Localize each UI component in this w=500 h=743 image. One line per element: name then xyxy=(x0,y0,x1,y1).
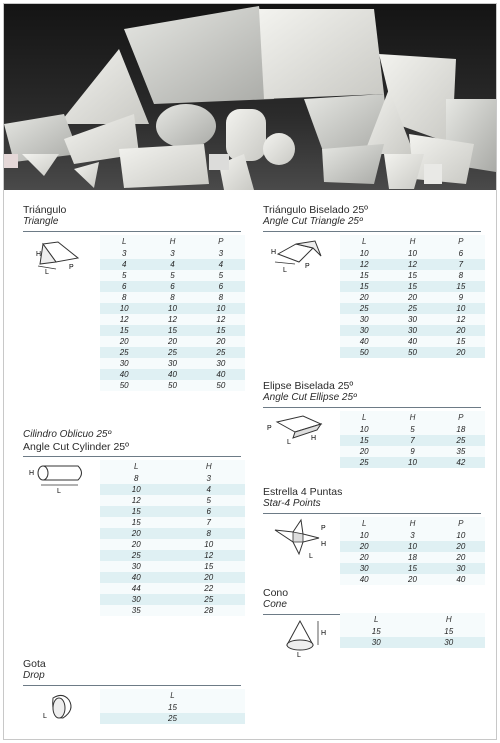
table-row xyxy=(100,281,245,292)
table-cell: 12 xyxy=(100,495,173,506)
table-cell: 3 xyxy=(197,248,245,259)
table-row xyxy=(340,446,485,457)
table-cell: 40 xyxy=(100,369,148,380)
table-row xyxy=(100,561,245,572)
section-divider xyxy=(23,685,241,686)
table-row xyxy=(100,473,245,484)
cone-section xyxy=(263,587,481,657)
table-header-row xyxy=(100,235,245,248)
table-row xyxy=(340,248,485,259)
section-divider xyxy=(23,231,241,232)
column-header: H xyxy=(388,411,436,424)
table-cell: 25 xyxy=(100,550,173,561)
table-row xyxy=(100,550,245,561)
table-cell: 6 xyxy=(437,248,485,259)
triangle-figure-icon xyxy=(23,234,93,279)
table-row xyxy=(100,583,245,594)
table-cell: 20 xyxy=(388,574,436,585)
triangle-size-table xyxy=(100,235,245,391)
table-row xyxy=(340,563,485,574)
section-title: Gota xyxy=(23,658,46,670)
table-cell: 35 xyxy=(100,605,173,616)
svg-text:L: L xyxy=(43,713,47,720)
table-cell: 30 xyxy=(437,563,485,574)
angle-cut-triangle-section xyxy=(263,204,481,357)
table-cell: 10 xyxy=(340,530,388,541)
table-cell: 30 xyxy=(340,314,388,325)
table-cell: 10 xyxy=(173,539,246,550)
section-title: Elipse Biselada 25º xyxy=(263,380,354,392)
table-cell: 10 xyxy=(388,457,436,468)
table-row xyxy=(100,314,245,325)
table-row xyxy=(340,541,485,552)
table-cell: 10 xyxy=(437,530,485,541)
table-row xyxy=(100,713,245,724)
table-cell: 6 xyxy=(173,506,246,517)
column-header: L xyxy=(100,235,148,248)
table-cell: 30 xyxy=(148,358,196,369)
table-cell: 8 xyxy=(197,292,245,303)
table-cell: 10 xyxy=(437,303,485,314)
column-header: L xyxy=(100,689,245,702)
table-cell: 15 xyxy=(173,561,246,572)
table-cell: 50 xyxy=(148,380,196,391)
table-cell: 15 xyxy=(100,702,245,713)
angle-cut-triangle-size-table xyxy=(340,235,485,358)
table-row xyxy=(100,517,245,528)
column-header: H xyxy=(388,517,436,530)
table-cell: 40 xyxy=(197,369,245,380)
column-header: H xyxy=(388,235,436,248)
ceramic-media-photo xyxy=(4,4,496,190)
table-cell: 15 xyxy=(388,281,436,292)
table-cell: 30 xyxy=(340,637,413,648)
svg-text:L: L xyxy=(287,439,291,446)
table-cell: 20 xyxy=(437,552,485,563)
table-cell: 12 xyxy=(388,259,436,270)
table-cell: 8 xyxy=(173,528,246,539)
table-cell: 12 xyxy=(197,314,245,325)
table-cell: 20 xyxy=(148,336,196,347)
table-cell: 4 xyxy=(148,259,196,270)
table-cell: 20 xyxy=(437,541,485,552)
table-cell: 15 xyxy=(340,270,388,281)
table-row xyxy=(340,457,485,468)
cone-size-table xyxy=(340,613,485,648)
table-row xyxy=(100,506,245,517)
table-cell: 3 xyxy=(388,530,436,541)
section-title: Cilindro Oblicuo 25º xyxy=(23,429,112,440)
table-row xyxy=(340,259,485,270)
table-cell: 30 xyxy=(340,563,388,574)
cone-figure-icon xyxy=(263,617,333,662)
column-header: L xyxy=(340,613,413,626)
table-cell: 35 xyxy=(437,446,485,457)
table-cell: 40 xyxy=(340,574,388,585)
section-divider xyxy=(263,231,481,232)
table-cell: 6 xyxy=(148,281,196,292)
table-cell: 30 xyxy=(413,637,486,648)
table-cell: 10 xyxy=(388,541,436,552)
table-cell: 9 xyxy=(437,292,485,303)
table-cell: 8 xyxy=(148,292,196,303)
table-row xyxy=(100,484,245,495)
table-cell: 12 xyxy=(437,314,485,325)
section-subtitle: Angle Cut Cylinder 25º xyxy=(23,441,129,453)
table-cell: 7 xyxy=(388,435,436,446)
column-header: L xyxy=(340,411,388,424)
table-cell: 8 xyxy=(437,270,485,281)
table-cell: 15 xyxy=(197,325,245,336)
table-row xyxy=(100,336,245,347)
table-row xyxy=(100,594,245,605)
svg-text:P: P xyxy=(69,264,74,271)
table-header-row xyxy=(340,517,485,530)
section-title: Cono xyxy=(263,587,289,599)
table-cell: 20 xyxy=(340,552,388,563)
column-header: P xyxy=(437,411,485,424)
table-cell: 4 xyxy=(100,259,148,270)
table-header-row xyxy=(100,689,245,702)
section-title: Triángulo Biselado 25º xyxy=(263,204,369,216)
table-cell: 18 xyxy=(437,424,485,435)
section-subtitle: Triangle xyxy=(23,216,59,227)
table-row xyxy=(340,347,485,358)
svg-text:L: L xyxy=(309,553,313,560)
svg-text:P: P xyxy=(305,263,310,270)
table-cell: 15 xyxy=(340,435,388,446)
table-row xyxy=(340,292,485,303)
section-title: Triángulo xyxy=(23,204,67,216)
section-subtitle: Star-4 Points xyxy=(263,498,321,509)
table-row xyxy=(340,303,485,314)
section-subtitle: Cone xyxy=(263,599,287,610)
column-header: L xyxy=(340,235,388,248)
table-cell: 6 xyxy=(100,281,148,292)
angle-cut-triangle-figure-icon xyxy=(263,234,333,279)
table-cell: 8 xyxy=(100,292,148,303)
section-subtitle: Angle Cut Ellipse 25º xyxy=(263,392,357,403)
angle-cut-ellipse-figure-icon xyxy=(263,410,333,451)
table-cell: 10 xyxy=(100,484,173,495)
column-header: P xyxy=(437,517,485,530)
table-row xyxy=(100,325,245,336)
angle-cut-cylinder-section xyxy=(23,429,241,615)
table-header-row xyxy=(100,460,245,473)
table-row xyxy=(100,270,245,281)
table-row xyxy=(340,435,485,446)
table-cell: 30 xyxy=(388,314,436,325)
table-cell: 20 xyxy=(100,528,173,539)
column-header: L xyxy=(100,460,173,473)
table-row xyxy=(100,495,245,506)
table-cell: 5 xyxy=(148,270,196,281)
svg-text:P: P xyxy=(321,525,326,532)
table-row xyxy=(100,358,245,369)
table-row xyxy=(100,303,245,314)
table-cell: 9 xyxy=(388,446,436,457)
table-cell: 30 xyxy=(100,594,173,605)
table-cell: 30 xyxy=(388,325,436,336)
angle-cut-cylinder-figure-icon xyxy=(23,459,93,500)
table-row xyxy=(100,259,245,270)
star-figure-icon xyxy=(263,514,333,565)
table-cell: 20 xyxy=(437,347,485,358)
catalog-page xyxy=(3,3,497,740)
section-subtitle: Angle Cut Triangle 25º xyxy=(263,216,363,227)
table-cell: 20 xyxy=(100,539,173,550)
table-cell: 4 xyxy=(173,484,246,495)
table-cell: 8 xyxy=(100,473,173,484)
table-row xyxy=(100,292,245,303)
table-row xyxy=(100,369,245,380)
table-cell: 5 xyxy=(100,270,148,281)
svg-text:L: L xyxy=(297,652,301,657)
table-cell: 30 xyxy=(100,358,148,369)
triangle-section xyxy=(23,204,241,390)
table-cell: 15 xyxy=(437,336,485,347)
table-cell: 15 xyxy=(100,325,148,336)
table-cell: 22 xyxy=(173,583,246,594)
table-cell: 50 xyxy=(100,380,148,391)
table-row xyxy=(340,574,485,585)
table-cell: 10 xyxy=(197,303,245,314)
table-cell: 25 xyxy=(173,594,246,605)
column-header: P xyxy=(437,235,485,248)
table-cell: 3 xyxy=(173,473,246,484)
drop-figure-icon xyxy=(23,688,93,729)
table-cell: 40 xyxy=(100,572,173,583)
table-cell: 20 xyxy=(197,336,245,347)
table-cell: 4 xyxy=(197,259,245,270)
table-row xyxy=(100,528,245,539)
table-cell: 15 xyxy=(340,281,388,292)
table-cell: 15 xyxy=(437,281,485,292)
angle-cut-ellipse-section xyxy=(263,380,481,467)
table-cell: 30 xyxy=(340,325,388,336)
table-cell: 20 xyxy=(340,541,388,552)
table-cell: 20 xyxy=(388,292,436,303)
svg-text:H: H xyxy=(311,435,317,442)
table-cell: 40 xyxy=(340,336,388,347)
table-cell: 30 xyxy=(197,358,245,369)
table-cell: 20 xyxy=(340,446,388,457)
section-divider xyxy=(263,407,481,408)
table-cell: 25 xyxy=(100,347,148,358)
table-cell: 28 xyxy=(173,605,246,616)
table-cell: 40 xyxy=(148,369,196,380)
star-section xyxy=(263,486,481,584)
table-cell: 12 xyxy=(100,314,148,325)
table-row xyxy=(340,424,485,435)
table-cell: 10 xyxy=(100,303,148,314)
table-row xyxy=(100,572,245,583)
table-header-row xyxy=(340,235,485,248)
table-cell: 10 xyxy=(340,424,388,435)
svg-text:L: L xyxy=(45,269,49,274)
table-cell: 15 xyxy=(100,517,173,528)
section-divider xyxy=(23,456,241,457)
table-cell: 6 xyxy=(197,281,245,292)
table-cell: 12 xyxy=(148,314,196,325)
table-row xyxy=(100,605,245,616)
table-row xyxy=(340,270,485,281)
table-cell: 40 xyxy=(388,336,436,347)
svg-text:H: H xyxy=(271,249,277,256)
table-header-row xyxy=(340,613,485,626)
product-photo xyxy=(4,4,496,190)
table-row xyxy=(340,552,485,563)
column-header: H xyxy=(148,235,196,248)
table-cell: 50 xyxy=(340,347,388,358)
angle-cut-cylinder-size-table xyxy=(100,460,245,616)
table-cell: 25 xyxy=(340,303,388,314)
table-cell: 7 xyxy=(437,259,485,270)
column-header: L xyxy=(340,517,388,530)
star-size-table xyxy=(340,517,485,585)
table-cell: 50 xyxy=(197,380,245,391)
table-header-row xyxy=(340,411,485,424)
section-subtitle: Drop xyxy=(23,670,45,681)
table-row xyxy=(340,336,485,347)
table-cell: 3 xyxy=(100,248,148,259)
table-cell: 15 xyxy=(413,626,486,637)
table-cell: 25 xyxy=(340,457,388,468)
table-cell: 15 xyxy=(148,325,196,336)
table-cell: 20 xyxy=(437,325,485,336)
table-row xyxy=(340,325,485,336)
table-cell: 30 xyxy=(100,561,173,572)
table-cell: 25 xyxy=(388,303,436,314)
table-row xyxy=(100,347,245,358)
table-cell: 44 xyxy=(100,583,173,594)
table-row xyxy=(100,248,245,259)
table-cell: 10 xyxy=(340,248,388,259)
table-cell: 15 xyxy=(340,626,413,637)
table-cell: 15 xyxy=(388,563,436,574)
svg-text:P: P xyxy=(267,425,272,432)
drop-section xyxy=(23,658,241,723)
table-cell: 10 xyxy=(388,248,436,259)
table-cell: 20 xyxy=(173,572,246,583)
svg-text:H: H xyxy=(321,541,327,548)
table-cell: 15 xyxy=(388,270,436,281)
table-cell: 25 xyxy=(437,435,485,446)
table-cell: 25 xyxy=(148,347,196,358)
table-row xyxy=(100,539,245,550)
svg-text:H: H xyxy=(36,251,42,258)
table-cell: 18 xyxy=(388,552,436,563)
angle-cut-ellipse-size-table xyxy=(340,411,485,468)
table-row xyxy=(100,380,245,391)
table-row xyxy=(340,626,485,637)
table-cell: 5 xyxy=(173,495,246,506)
table-cell: 5 xyxy=(197,270,245,281)
drop-size-table xyxy=(100,689,245,724)
svg-text:L: L xyxy=(57,488,61,495)
svg-text:H: H xyxy=(29,470,35,477)
table-cell: 15 xyxy=(100,506,173,517)
table-cell: 50 xyxy=(388,347,436,358)
table-cell: 40 xyxy=(437,574,485,585)
column-header: H xyxy=(413,613,486,626)
table-cell: 10 xyxy=(148,303,196,314)
table-cell: 42 xyxy=(437,457,485,468)
table-cell: 25 xyxy=(100,713,245,724)
table-cell: 25 xyxy=(197,347,245,358)
section-title: Estrella 4 Puntas xyxy=(263,486,343,498)
table-cell: 3 xyxy=(148,248,196,259)
table-cell: 7 xyxy=(173,517,246,528)
table-cell: 20 xyxy=(100,336,148,347)
column-header: H xyxy=(173,460,246,473)
table-cell: 5 xyxy=(388,424,436,435)
table-row xyxy=(340,637,485,648)
table-row xyxy=(340,281,485,292)
table-row xyxy=(340,530,485,541)
svg-text:L: L xyxy=(283,267,287,274)
table-cell: 12 xyxy=(173,550,246,561)
svg-text:H: H xyxy=(321,630,327,637)
column-header: P xyxy=(197,235,245,248)
table-row xyxy=(100,702,245,713)
table-row xyxy=(340,314,485,325)
table-cell: 20 xyxy=(340,292,388,303)
table-cell: 12 xyxy=(340,259,388,270)
